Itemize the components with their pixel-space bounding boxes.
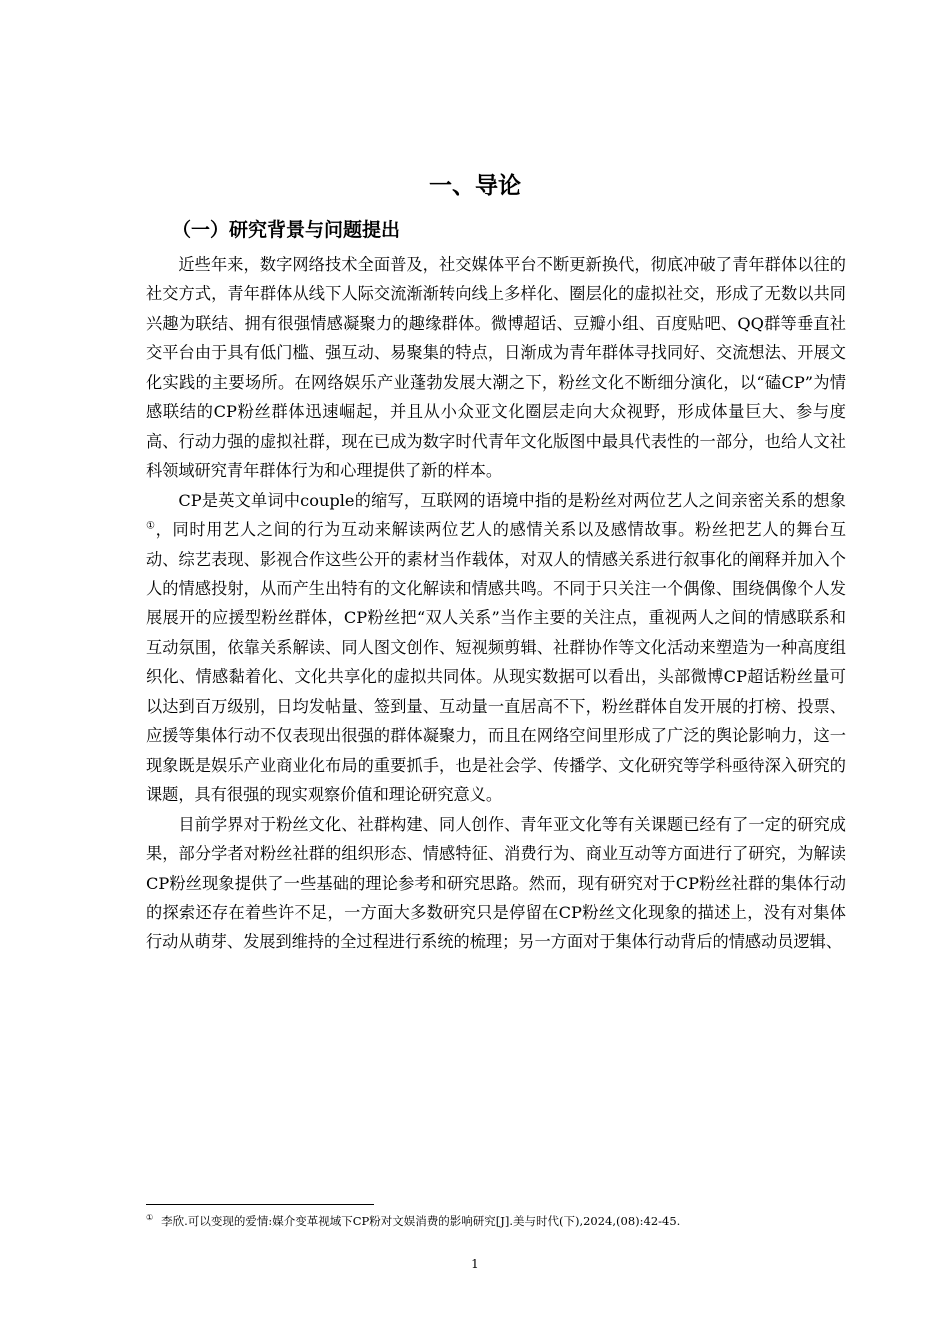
- paragraph-2-part-2: ，同时用艺人之间的行为互动来解读两位艺人的感情关系以及感情故事。粉丝把艺人的舞台互动、综艺表现、影视合作这些公开的素材当作载体，对双人的情感关系进行叙事化的阐释并加入个人的情感投射，从而产生出特有的文化解读和情感共鸣。不同于只关注一个偶像、围绕偶像个人发展展开的应援型粉丝群体，CP粉丝把“双人关系”当作主要的关注点，重视两人之间的情感联系和互动氛围，依靠关系解读、同人图文创作、短视频剪辑、社群协作等文化活动来塑造为一种高度组织化、情感黏着化、文化共享化的虚拟共同体。从现实数据可以看出，头部微博CP超话粉丝量可以达到百万级别，日均发帖量、签到量、互动量一直居高不下，粉丝群体自发开展的打榜、投票、应援等集体行动不仅表现出很强的群体凝聚力，而且在网络空间里形成了广泛的舆论影响力，这一现象既是娱乐产业商业化布局的重要抓手，也是社会学、传播学、文化研究等学科亟待深入研究的课题，具有很强的现实观察价值和理论研究意义。: [146, 520, 847, 805]
- paragraph-1: 近些年来，数字网络技术全面普及，社交媒体平台不断更新换代，彻底冲破了青年群体以往的社交方式，青年群体从线下人际交流渐渐转向线上多样化、圈层化的虚拟社交，形成了无数以共同兴趣为联结、拥有很强情感凝聚力的趣缘群体。微博超话、豆瓣小组、百度贴吧、QQ群等垂直社交平台由于具有低门槛、强互动、易聚集的特点，日渐成为青年群体寻找同好、交流想法、开展文化实践的主要场所。在网络娱乐产业蓬勃发展大潮之下，粉丝文化不断细分演化，以“磕CP”为情感联结的CP粉丝群体迅速崛起，并且从小众亚文化圈层走向大众视野，形成体量巨大、参与度高、行动力强的虚拟社群，现在已成为数字时代青年文化版图中最具代表性的一部分，也给人文社科领域研究青年群体行为和心理提供了新的样本。: [146, 255, 846, 481]
- paragraph-3: 目前学界对于粉丝文化、社群构建、同人创作、青年亚文化等有关课题已经有了一定的研究成果，部分学者对粉丝社群的组织形态、情感特征、消费行为、商业互动等方面进行了研究，为解读CP粉丝现象提供了一些基础的理论参考和研究思路。然而，现有研究对于CP粉丝社群的集体行动的探索还存在着些许不足，一方面大多数研究只是停留在CP粉丝文化现象的描述上，没有对集体行动从萌芽、发展到维持的全过程进行系统的梳理；另一方面对于集体行动背后的情感动员逻辑、: [146, 814, 846, 952]
- body-text: [146, 250, 846, 957]
- footnote-text: 李欣.可以变现的爱情:媒介变革视域下CP粉对文娱消费的影响研究[J].美与时代(下),2024,(08):42-45.: [161, 1214, 681, 1228]
- footnote-separator: [146, 1204, 374, 1205]
- footnote: [146, 1213, 846, 1229]
- footnote-mark: ①: [146, 1213, 154, 1223]
- section-title: （一）研究背景与问题提出: [172, 219, 401, 241]
- page-number: 1: [471, 1257, 479, 1271]
- footnote-reference[interactable]: ①: [146, 520, 156, 532]
- chapter-title: 一、导论: [429, 173, 521, 199]
- paragraph-2-part-1: CP是英文单词中couple的缩写，互联网的语境中指的是粉丝对两位艺人之间亲密关系的想象: [178, 490, 846, 510]
- paragraph-2: [146, 486, 846, 810]
